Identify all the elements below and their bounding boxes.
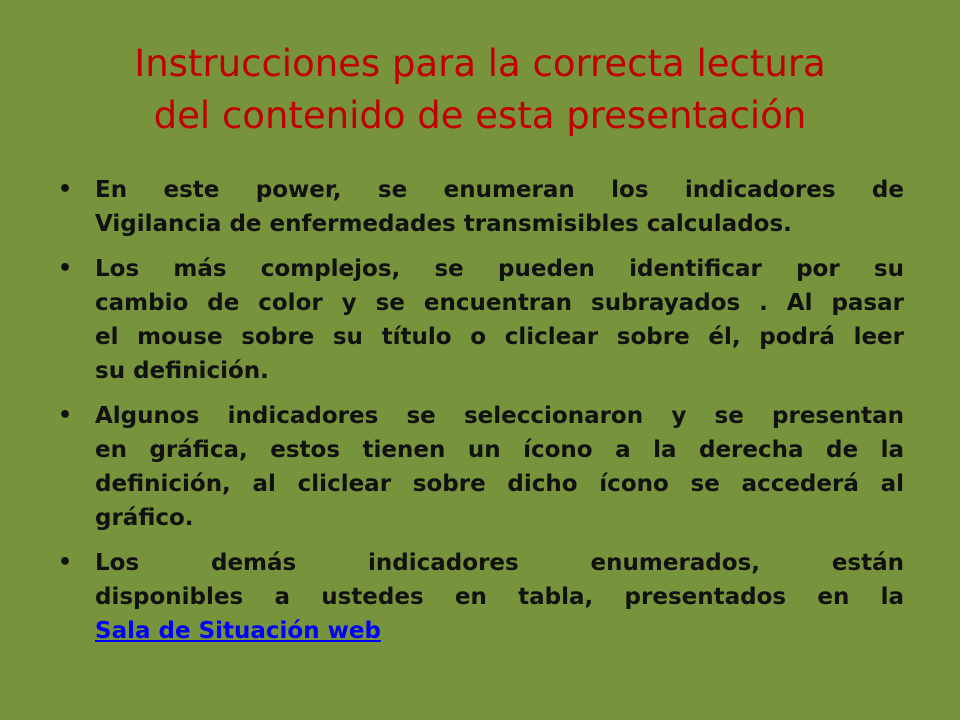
bullet-dot-icon: •	[58, 403, 73, 428]
slide-title	[48, 38, 912, 142]
bullet-line: en gráfica, estos tienen un ícono a la derecha de la	[95, 437, 904, 463]
bullet-line: Algunos indicadores se seleccionaron y se presentan	[95, 403, 904, 429]
bullet-line: gráfico.	[95, 505, 194, 531]
title-line-1: Instrucciones para la correcta lectura	[134, 42, 826, 85]
bullet-line: En este power, se enumeran los indicadores de	[95, 177, 904, 203]
bullet-text	[95, 252, 904, 388]
bullet-line: definición, al cliclear sobre dicho ícono se accederá al	[95, 471, 904, 497]
bullet-line: cambio de color y se encuentran subrayados . Al pasar	[95, 290, 904, 316]
bullet-text	[95, 173, 904, 241]
bullet-line: Los más complejos, se pueden identificar por su	[95, 256, 904, 282]
bullet-line: Los demás indicadores enumerados, están	[95, 550, 904, 576]
bullet-item-3	[58, 399, 904, 535]
bullet-text	[95, 546, 904, 648]
bullet-item-4	[58, 546, 904, 648]
title-line-2: del contenido de esta presentación	[153, 94, 807, 137]
bullet-list	[58, 173, 904, 659]
bullet-item-1	[58, 173, 904, 241]
bullet-text	[95, 399, 904, 535]
bullet-item-2	[58, 252, 904, 388]
bullet-line: su definición.	[95, 358, 269, 384]
bullet-line: Vigilancia de enfermedades transmisibles calculados.	[95, 211, 792, 237]
bullet-dot-icon: •	[58, 177, 73, 202]
bullet-dot-icon: •	[58, 256, 73, 281]
bullet-line: el mouse sobre su título o cliclear sobre él, podrá leer	[95, 324, 904, 350]
sala-de-situacion-link[interactable]: Sala de Situación web	[95, 618, 381, 644]
bullet-line: disponibles a ustedes en tabla, presentados en la	[95, 584, 904, 610]
bullet-dot-icon: •	[58, 550, 73, 575]
bullet-line-link	[95, 614, 904, 648]
